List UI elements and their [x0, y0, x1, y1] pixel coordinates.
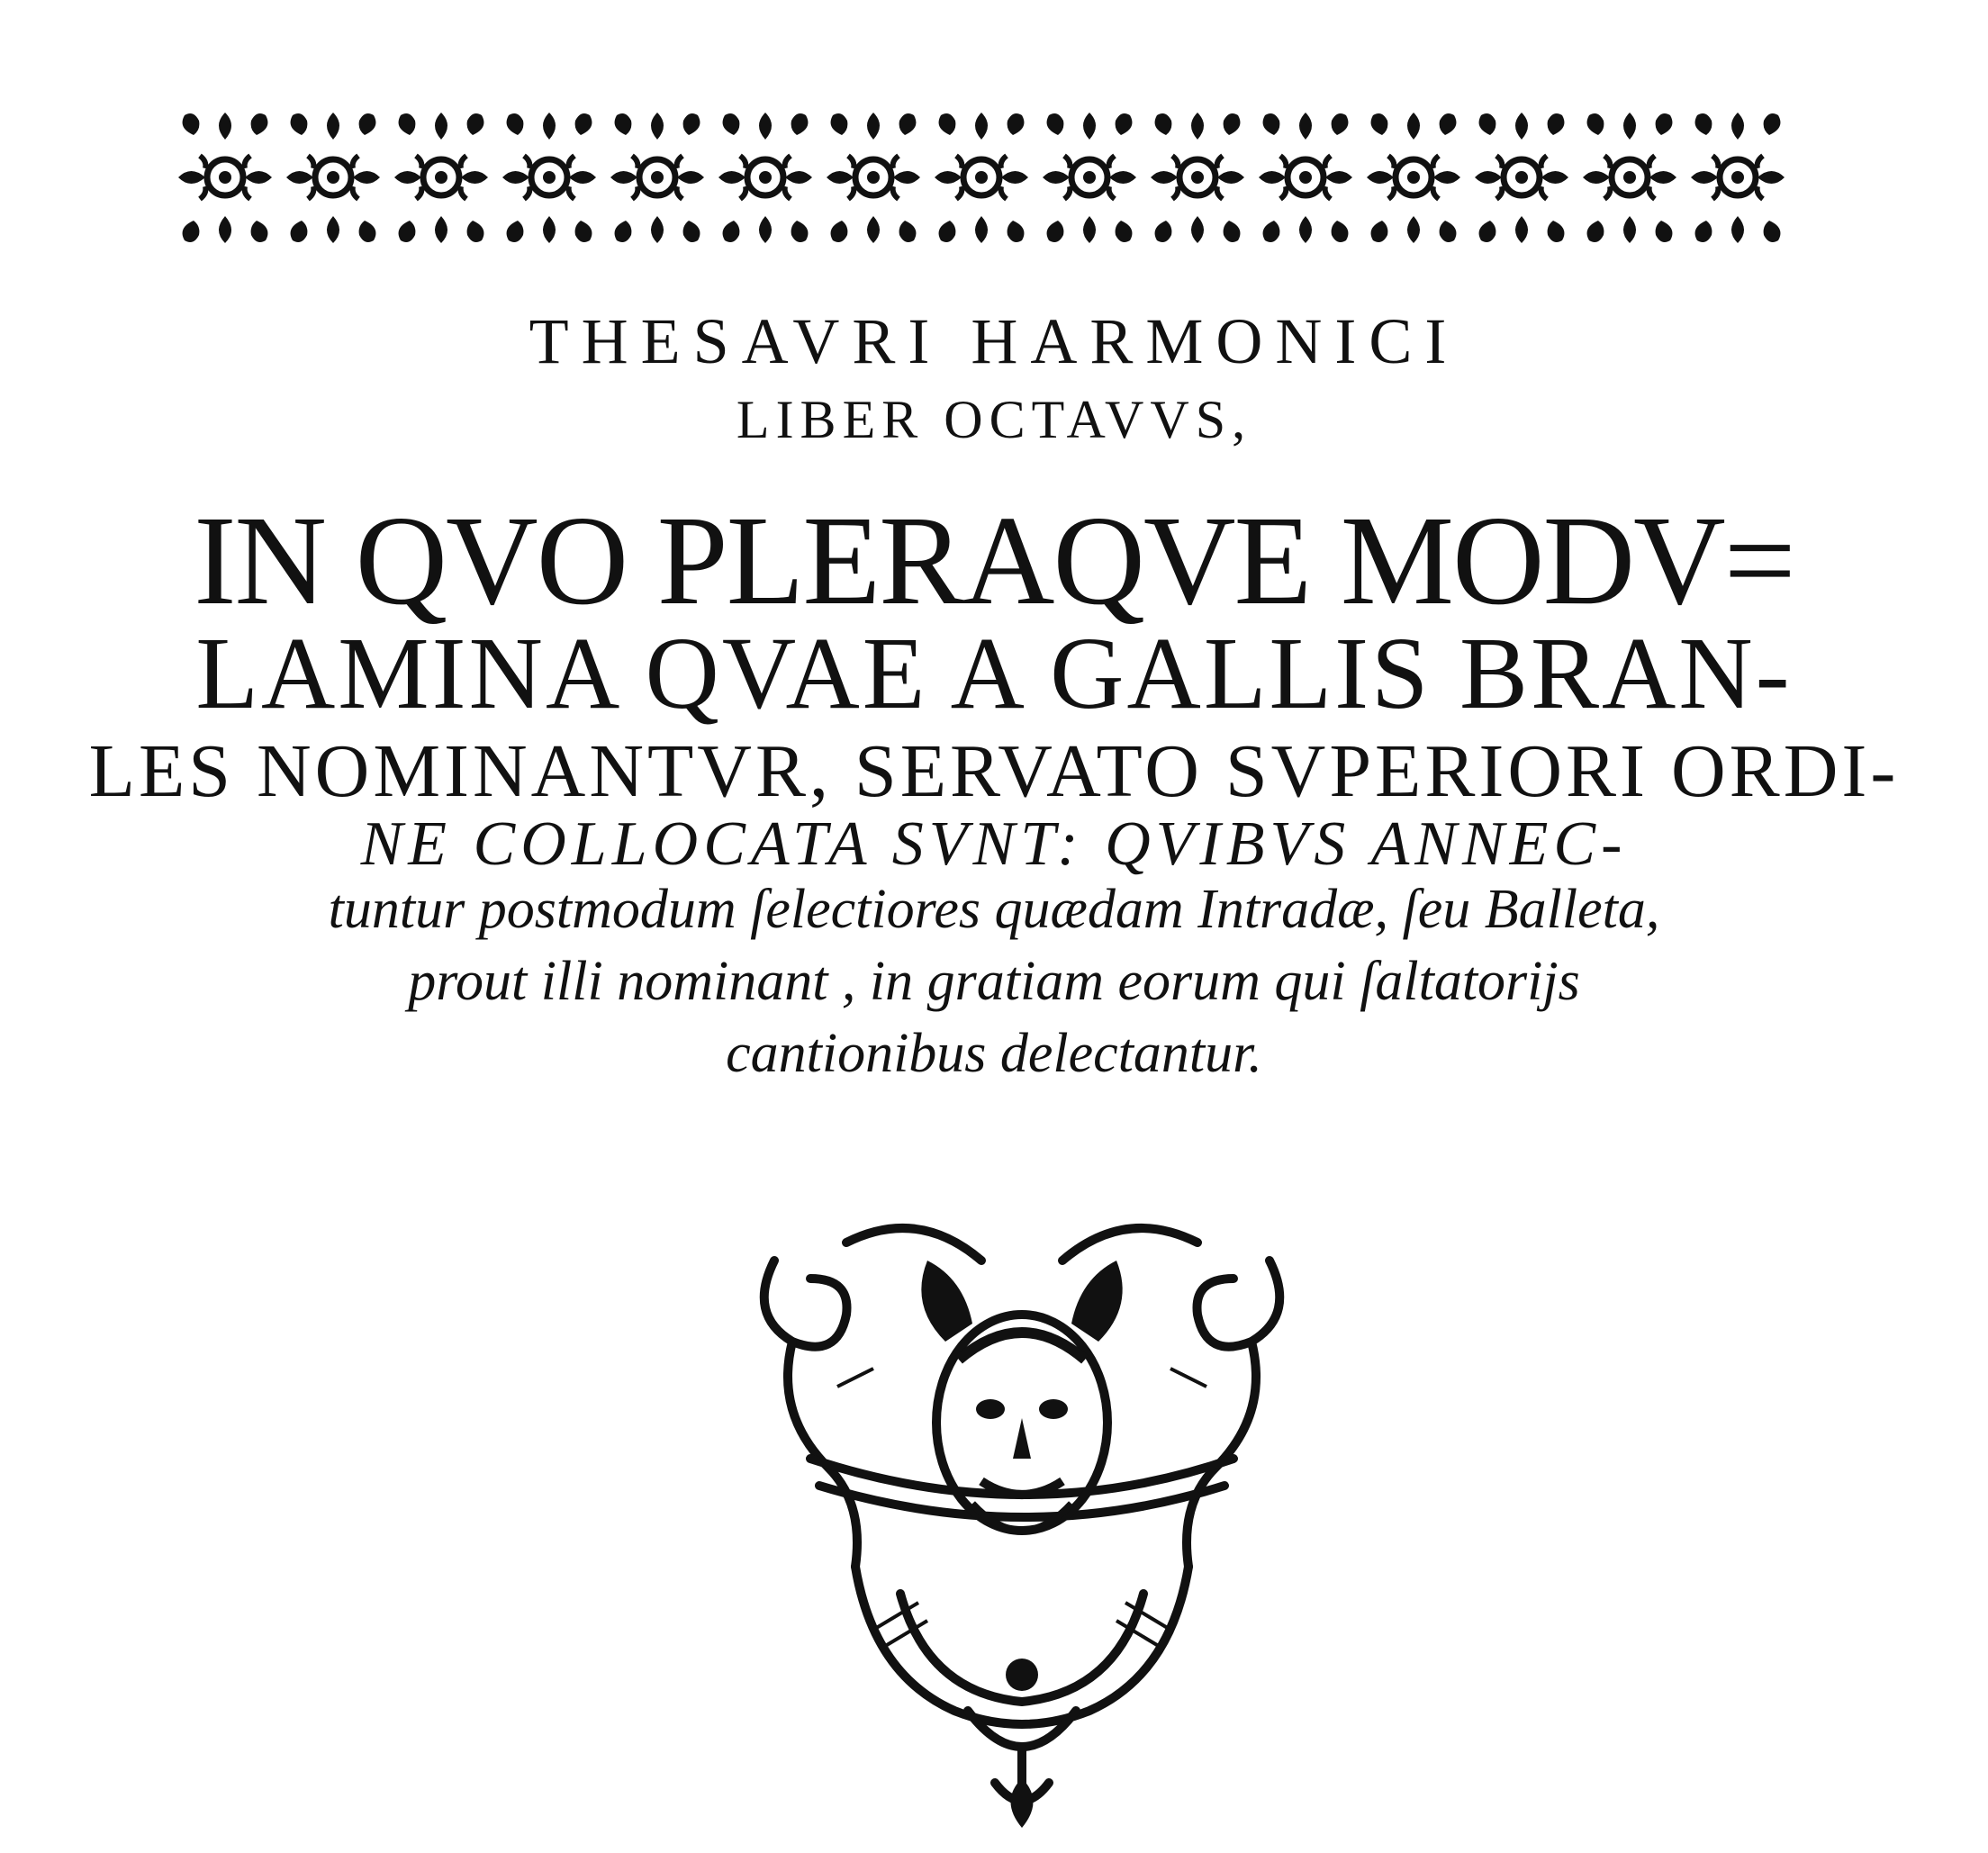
title-line-6: NE COLLOCATA SVNT: QVIBVS ANNEC- — [360, 809, 1628, 879]
title-line-8: prout illi nominant , in gratiam eorum qui ſaltatorijs — [408, 951, 1580, 1012]
title-line-7: tuntur postmodum ſelectiores quædam Intradæ, ſeu Balleta, — [328, 879, 1660, 940]
fleuron-border — [171, 104, 1792, 252]
title-line-3: IN QVO PLERAQVE MODV= — [194, 489, 1794, 631]
title-line-4: LAMINA QVAE A GALLIS BRAN- — [195, 616, 1793, 730]
title-line-1: THESAVRI HARMONICI — [529, 305, 1459, 377]
title-line-9: cantionibus delectantur. — [726, 1023, 1262, 1084]
title-line-2: LIBER OCTAVVS, — [736, 390, 1252, 449]
grotesque-mask-ornament — [738, 1207, 1306, 1828]
title-line-5: LES NOMINANTVR, SERVATO SVPERIORI ORDI- — [88, 729, 1900, 813]
